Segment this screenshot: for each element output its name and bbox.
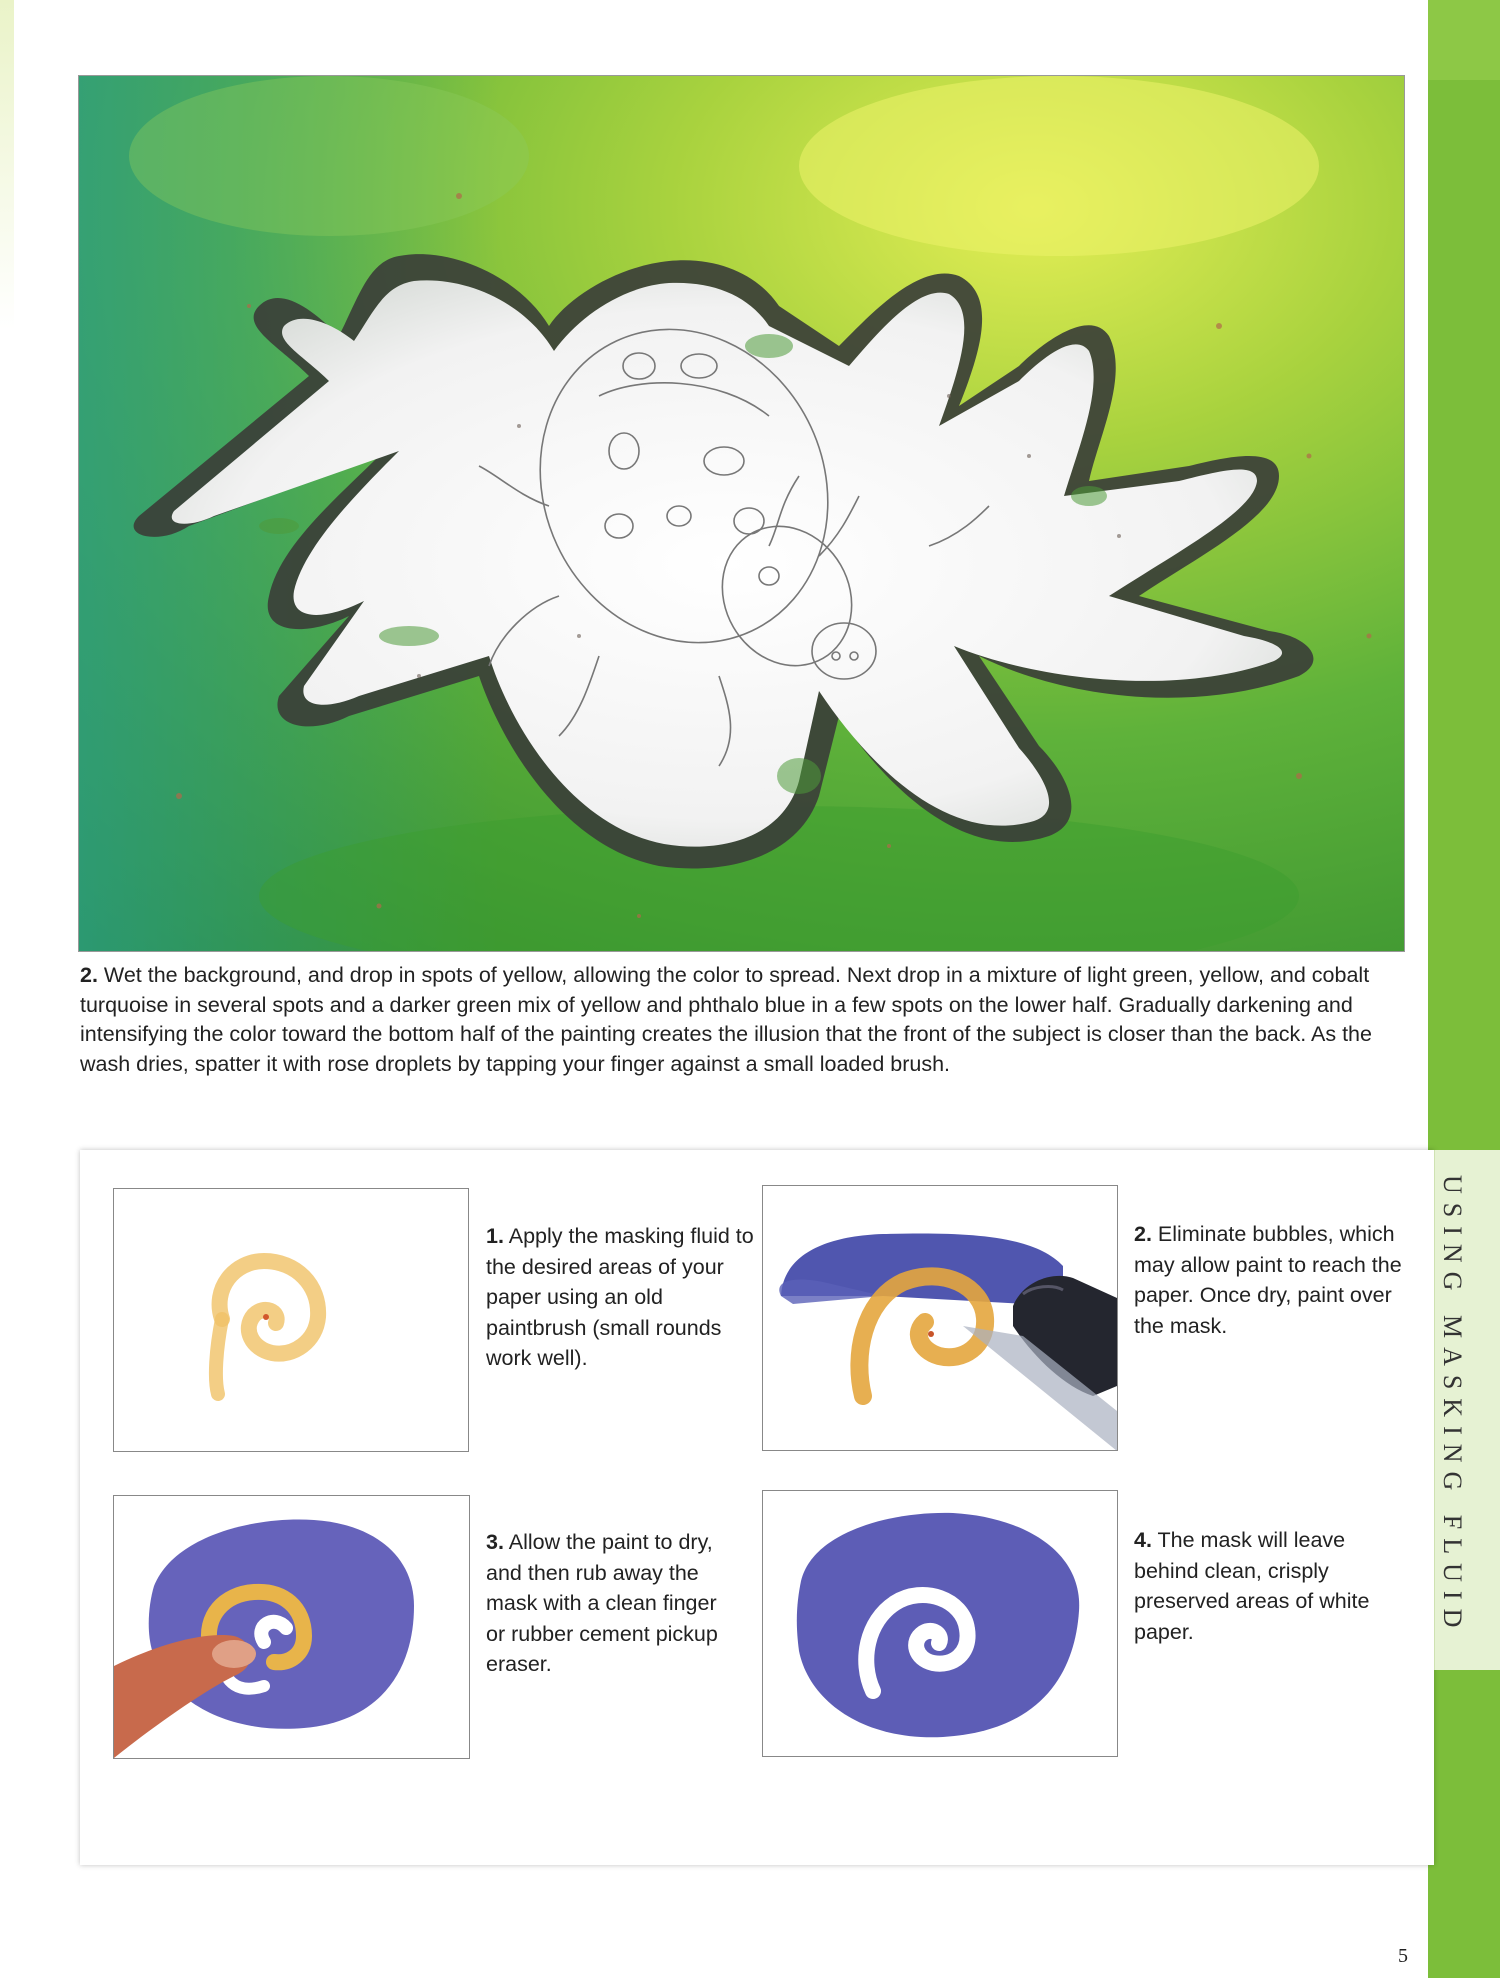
step-3-number: 3. xyxy=(486,1530,504,1554)
green-side-bar-top xyxy=(1428,0,1500,80)
left-edge-tint xyxy=(0,0,14,330)
step-2-photo xyxy=(762,1185,1118,1451)
step-4-text xyxy=(1134,1525,1404,1647)
step-2-text xyxy=(1134,1219,1414,1341)
green-side-bar xyxy=(1428,0,1500,1978)
section-tab-label: USING MASKING FLUID xyxy=(1438,1175,1467,1637)
step-3-description: Allow the paint to dry, and then rub away the mask with a clean finger or rubber cement pickup eraser. xyxy=(486,1530,718,1676)
ladybug-leaf-painting xyxy=(78,75,1405,952)
step-2-number: 2. xyxy=(1134,1222,1152,1246)
main-caption-text: Wet the background, and drop in spots of yellow, allowing the color to spread. Next drop in a mixture of light green, yellow, and cobalt turquoise in several spots and a darker green mix of yellow and phthalo blue in a few spots on the lower half. Gradually darkening and intensifying the color toward the bottom half of the painting creates the illusion that the front of the subject is closer than the back. As the wash dries, spatter it with rose droplets by tapping your finger against a small loaded brush. xyxy=(80,963,1372,1076)
step-4-photo xyxy=(762,1490,1118,1757)
step-2-description: Eliminate bubbles, which may allow paint to reach the paper. Once dry, paint over the mask. xyxy=(1134,1222,1402,1338)
step-1-photo xyxy=(113,1188,469,1452)
step-4-number: 4. xyxy=(1134,1528,1152,1552)
step-4-description: The mask will leave behind clean, crisply preserved areas of white paper. xyxy=(1134,1528,1370,1644)
step-3-text xyxy=(486,1527,736,1680)
step-3-photo xyxy=(113,1495,470,1759)
main-caption xyxy=(80,961,1410,1079)
page-number: 5 xyxy=(1398,1945,1408,1967)
main-caption-step-number: 2. xyxy=(80,963,98,987)
step-1-number: 1. xyxy=(486,1224,504,1248)
step-1-text xyxy=(486,1221,756,1374)
step-1-description: Apply the masking fluid to the desired areas of your paper using an old paintbrush (small rounds work well). xyxy=(486,1224,754,1370)
